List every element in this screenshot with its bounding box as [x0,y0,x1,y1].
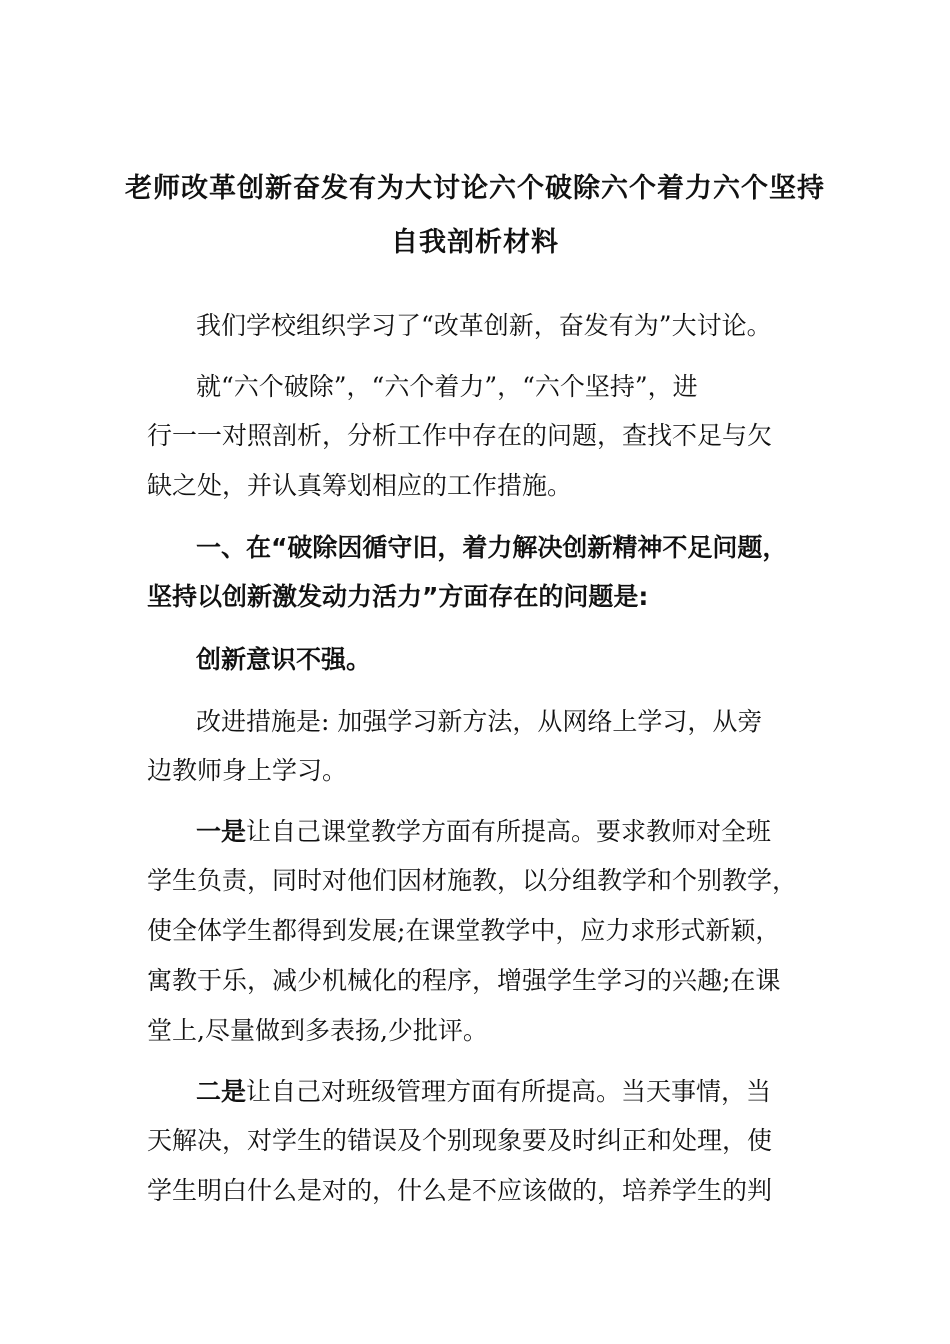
paragraph-first-point-line-5: 堂上,尽量做到多表扬,少批评。 [147,1016,488,1045]
paragraph-measures-line-2: 边教师身上学习。 [147,756,348,785]
section-heading-1-line-2: 坚持以创新激发动力活力”方面存在的问题是: [147,582,649,611]
document-title-line-1: 老师改革创新奋发有为大讨论六个破除六个着力六个坚持 [125,173,825,204]
paragraph-second-point-line-3: 学生明白什么是对的，什么是不应该做的，培养学生的判 [147,1176,773,1205]
second-point-line-1-text: 让自己对班级管理方面有所提高。当天事情，当 [246,1077,772,1106]
paragraph-second-point-line-1 [196,1077,771,1107]
first-point-lead: 一是 [196,817,247,846]
document-title-line-2: 自我剖析材料 [391,227,559,258]
section-heading-1-line-1: 一、在“破除因循守旧，着力解决创新精神不足问题， [196,533,788,562]
paragraph-first-point-line-2: 学生负责，同时对他们因材施教，以分组教学和个别教学， [147,866,798,895]
paragraph-first-point-line-4: 寓教于乐，减少机械化的程序，增强学生学习的兴趣;在课 [147,966,781,995]
paragraph-measures-line-1: 改进措施是: 加强学习新方法，从网络上学习，从旁 [196,707,763,736]
second-point-lead: 二是 [196,1077,247,1106]
paragraph-first-point-line-1 [196,817,771,847]
paragraph-intro-line-1: 我们学校组织学习了“改革创新，奋发有为”大讨论。 [196,311,772,340]
paragraph-six-items-line-2: 行一一对照剖析，分析工作中存在的问题，查找不足与欠 [147,421,773,450]
paragraph-first-point-line-3: 使全体学生都得到发展;在课堂教学中，应力求形式新颖， [147,916,781,945]
paragraph-six-items-line-1: 就“六个破除”，“六个着力”，“六个坚持”，进 [196,372,698,401]
paragraph-second-point-line-2: 天解决，对学生的错误及个别现象要及时纠正和处理，使 [147,1126,773,1155]
first-point-line-1-text: 让自己课堂教学方面有所提高。要求教师对全班 [246,817,772,846]
subheading-problem: 创新意识不强。 [196,645,372,674]
paragraph-six-items-line-3: 缺之处，并认真筹划相应的工作措施。 [147,471,573,500]
